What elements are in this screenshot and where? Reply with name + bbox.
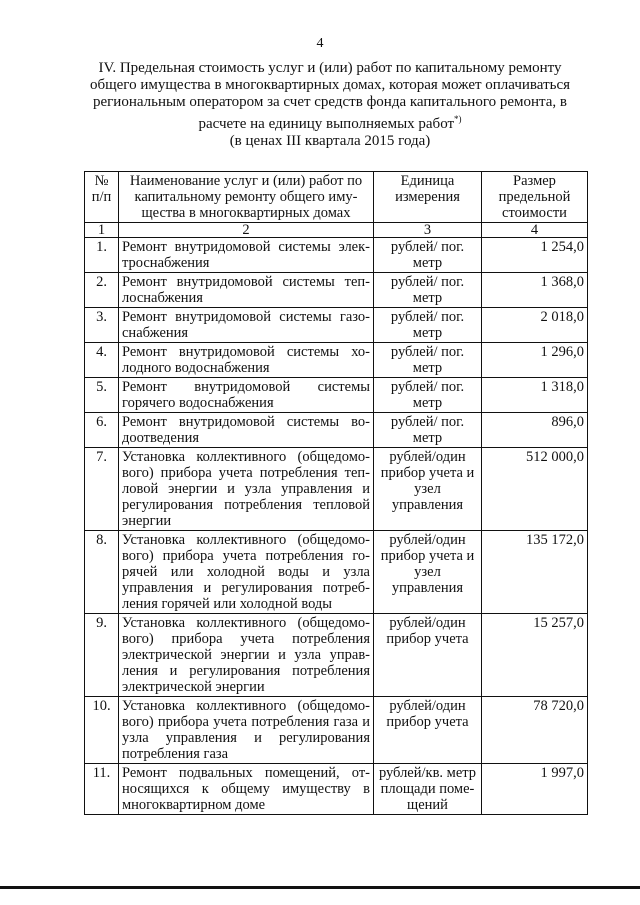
column-number: 4 — [482, 223, 588, 238]
row-price: 1 296,0 — [482, 343, 588, 378]
table-row — [85, 448, 588, 531]
heading-line-4-text: расчете на единицу выполняемых работ — [198, 116, 455, 132]
row-price: 15 257,0 — [482, 614, 588, 697]
row-num: 9. — [85, 614, 119, 697]
row-num: 1. — [85, 238, 119, 273]
column-number: 2 — [119, 223, 374, 238]
table-row — [85, 614, 588, 697]
row-unit: рублей/ пог. метр — [374, 308, 482, 343]
row-name: Установка коллективного (общедомо-вого) прибора учета потребления газа и узла управления и регулирования потребления газа — [119, 697, 374, 764]
row-unit: рублей/кв. метр площади поме-щений — [374, 764, 482, 815]
heading-line-1: IV. Предельная стоимость услуг и (или) работ по капитальному ремонту — [98, 60, 562, 76]
row-price: 1 318,0 — [482, 378, 588, 413]
row-price: 135 172,0 — [482, 531, 588, 614]
page-number: 4 — [316, 36, 324, 51]
column-number: 1 — [85, 223, 119, 238]
header-num: № п/п — [85, 172, 119, 223]
row-price: 896,0 — [482, 413, 588, 448]
row-name: Ремонт внутридомовой системы теп-лоснабжения — [119, 273, 374, 308]
heading-line-5: (в ценах III квартала 2015 года) — [229, 133, 431, 149]
row-unit: рублей/один прибор учета и узел управления — [374, 531, 482, 614]
footnote-mark: *) — [454, 114, 462, 124]
price-table — [84, 171, 588, 815]
row-name: Ремонт внутридомовой системы горячего водоснабжения — [119, 378, 374, 413]
table-row — [85, 764, 588, 815]
column-number-row — [85, 223, 588, 238]
row-name: Установка коллективного (общедомо-вого) прибора учета потребления го-рячей или холодной воды и узла управления и регулирования потреб-ления горячей или холодной воды — [119, 531, 374, 614]
heading-line-4 — [80, 111, 580, 133]
row-num: 2. — [85, 273, 119, 308]
table-row — [85, 531, 588, 614]
row-name: Ремонт внутридомовой системы газо-снабжения — [119, 308, 374, 343]
table-row — [85, 378, 588, 413]
header-name: Наименование услуг и (или) работ по капитальному ремонту общего иму-щества в многоквартирных домах — [119, 172, 374, 223]
row-unit: рублей/ пог. метр — [374, 343, 482, 378]
row-name: Ремонт подвальных помещений, от-носящихся к общему имуществу в многоквартирном доме — [119, 764, 374, 815]
table-row — [85, 343, 588, 378]
header-price: Размер предельной стоимости — [482, 172, 588, 223]
row-unit: рублей/один прибор учета и узел управления — [374, 448, 482, 531]
row-name: Установка коллективного (общедомо-вого) прибора учета потребления электрической энергии и узла управ-ления и регулирования потребления электрической энергии — [119, 614, 374, 697]
row-num: 8. — [85, 531, 119, 614]
row-num: 4. — [85, 343, 119, 378]
row-price: 1 997,0 — [482, 764, 588, 815]
table-body — [85, 238, 588, 815]
column-number: 3 — [374, 223, 482, 238]
row-name: Ремонт внутридомовой системы хо-лодного водоснабжения — [119, 343, 374, 378]
section-heading — [80, 60, 580, 150]
row-price: 78 720,0 — [482, 697, 588, 764]
table-row — [85, 273, 588, 308]
bottom-rule — [0, 886, 640, 889]
table-row — [85, 413, 588, 448]
row-num: 7. — [85, 448, 119, 531]
table-header-row — [85, 172, 588, 223]
heading-line-2: общего имущества в многоквартирных домах, которая может оплачиваться — [89, 77, 571, 93]
row-unit: рублей/ пог. метр — [374, 238, 482, 273]
row-num: 6. — [85, 413, 119, 448]
row-unit: рублей/один прибор учета — [374, 614, 482, 697]
table-row — [85, 238, 588, 273]
row-unit: рублей/один прибор учета — [374, 697, 482, 764]
header-unit: Единица измерения — [374, 172, 482, 223]
heading-line-3: региональным оператором за счет средств фонда капитального ремонта, в — [92, 94, 568, 110]
table-row — [85, 308, 588, 343]
row-price: 512 000,0 — [482, 448, 588, 531]
row-num: 3. — [85, 308, 119, 343]
row-price: 1 254,0 — [482, 238, 588, 273]
row-unit: рублей/ пог. метр — [374, 378, 482, 413]
row-num: 5. — [85, 378, 119, 413]
row-price: 2 018,0 — [482, 308, 588, 343]
row-name: Ремонт внутридомовой системы во-доотведения — [119, 413, 374, 448]
row-price: 1 368,0 — [482, 273, 588, 308]
row-num: 10. — [85, 697, 119, 764]
row-name: Установка коллективного (общедомо-вого) прибора учета потребления теп-ловой энергии и узла управления и регулирования потребления тепловой энергии — [119, 448, 374, 531]
row-unit: рублей/ пог. метр — [374, 273, 482, 308]
row-name: Ремонт внутридомовой системы элек-троснабжения — [119, 238, 374, 273]
table-row — [85, 697, 588, 764]
row-unit: рублей/ пог. метр — [374, 413, 482, 448]
row-num: 11. — [85, 764, 119, 815]
